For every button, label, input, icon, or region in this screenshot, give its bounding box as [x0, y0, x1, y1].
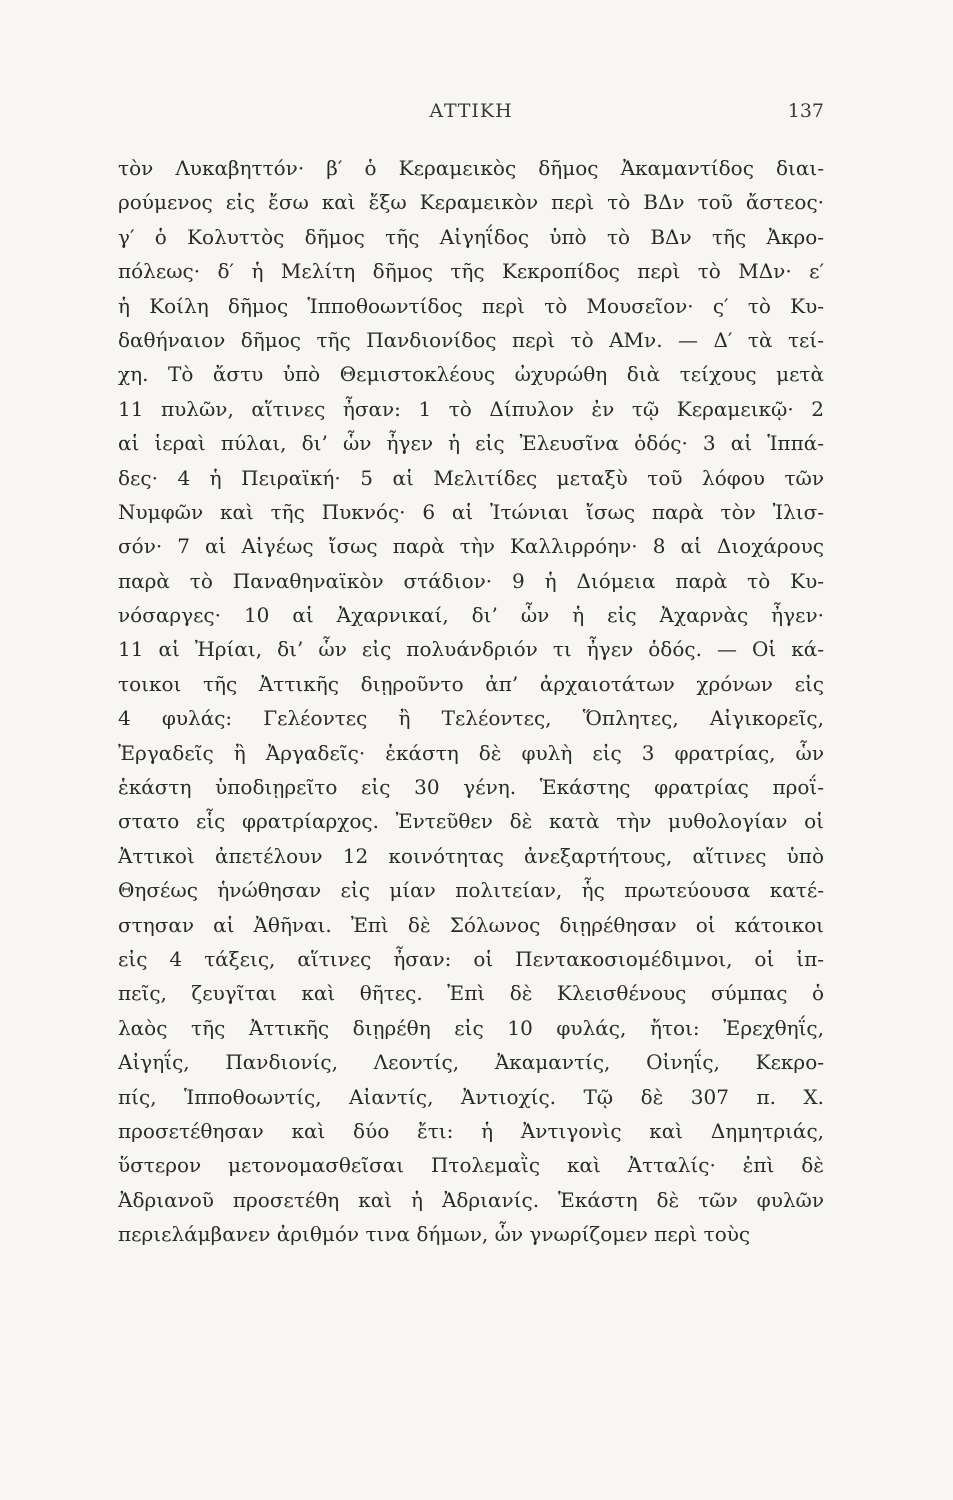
text-line: εἰς 4 τάξεις, αἵτινες ἦσαν: οἱ Πεντακοσιομέδιμνοι, οἱ ἱπ-	[118, 946, 824, 971]
text-line: 4 φυλάς: Γελέοντες ἢ Τελέοντες, Ὅπλητες, Αἰγικορεῖς,	[118, 706, 824, 731]
text-line: ἑκάστη ὑποδιῃρεῖτο εἰς 30 γένη. Ἑκάστης φρατρίας προΐ-	[118, 775, 824, 800]
text-line: γ′ ὁ Κολυττὸς δῆμος τῆς Αἰγηΐδος ὑπὸ τὸ ΒΔν τῆς Ἀκρο-	[118, 224, 824, 249]
text-line: ρούμενος εἰς ἔσω καὶ ἔξω Κεραμεικὸν περὶ τὸ ΒΔν τοῦ ἄστεος·	[118, 190, 824, 215]
text-line: Αἰγηΐς, Πανδιονίς, Λεοντίς, Ἀκαμαντίς, Οἰνηΐς, Κεκρο-	[118, 1050, 824, 1075]
text-line: χη. Τὸ ἄστυ ὑπὸ Θεμιστοκλέους ὠχυρώθη διὰ τείχους μετὰ	[118, 362, 824, 387]
running-title: ΑΤΤΙΚΗ	[429, 100, 513, 122]
text-line: παρὰ τὸ Παναθηναϊκὸν στάδιον· 9 ἡ Διόμεια παρὰ τὸ Κυ-	[118, 568, 824, 593]
text-line: προσετέθησαν καὶ δύο ἔτι: ἡ Ἀντιγονὶς καὶ Δημητριάς,	[118, 1118, 824, 1143]
text-line: ὕστερον μετονομασθεῖσαι Πτολεμαῒς καὶ Ἀτταλίς· ἐπὶ δὲ	[118, 1153, 824, 1178]
text-line: τοικοι τῆς Ἀττικῆς διῃροῦντο ἀπ’ ἀρχαιοτάτων χρόνων εἰς	[118, 671, 824, 696]
text-line: δες· 4 ἡ Πειραϊκή· 5 αἱ Μελιτίδες μεταξὺ τοῦ λόφου τῶν	[118, 465, 824, 490]
text-line: τὸν Λυκαβηττόν· β′ ὁ Κεραμεικὸς δῆμος Ἀκαμαντίδος διαι-	[118, 156, 824, 180]
text-line: νόσαργες· 10 αἱ Ἀχαρνικαί, δι’ ὧν ἡ εἰς Ἀχαρνὰς ἦγεν·	[118, 603, 824, 628]
text-line: Νυμφῶν καὶ τῆς Πυκνός· 6 αἱ Ἰτώνιαι ἴσως παρὰ τὸν Ἰλισ-	[118, 499, 824, 524]
text-line: λαὸς τῆς Ἀττικῆς διῃρέθη εἰς 10 φυλάς, ἤτοι: Ἐρεχθηΐς,	[118, 1015, 824, 1040]
text-line: στησαν αἱ Ἀθῆναι. Ἐπὶ δὲ Σόλωνος διῃρέθησαν οἱ κάτοικοι	[118, 912, 824, 937]
text-line: πεῖς, ζευγῖται καὶ θῆτες. Ἐπὶ δὲ Κλεισθένους σύμπας ὁ	[118, 981, 824, 1006]
page-number: 137	[787, 100, 824, 122]
body-text	[118, 151, 824, 1252]
text-line: 11 αἱ Ἠρίαι, δι’ ὧν εἰς πολυάνδριόν τι ἦγεν ὁδός. — Οἱ κά-	[118, 637, 824, 662]
text-line: στατο εἷς φρατρίαρχος. Ἐντεῦθεν δὲ κατὰ τὴν μυθολογίαν οἱ	[118, 809, 824, 834]
running-head	[118, 100, 824, 130]
text-line: Ἀδριανοῦ προσετέθη καὶ ἡ Ἀδριανίς. Ἑκάστη δὲ τῶν φυλῶν	[118, 1187, 824, 1212]
text-line: περιελάμβανεν ἀριθμόν τινα δήμων, ὧν γνωρίζομεν περὶ τοὺς	[118, 1222, 751, 1247]
text-line: αἱ ἱεραὶ πύλαι, δι’ ὧν ἦγεν ἡ εἰς Ἐλευσῖνα ὁδός· 3 αἱ Ἱππά-	[118, 431, 824, 456]
text-line: πίς, Ἱπποθοωντίς, Αἰαντίς, Ἀντιοχίς. Τῷ δὲ 307 π. Χ.	[118, 1084, 824, 1109]
text-line: Θησέως ἡνώθησαν εἰς μίαν πολιτείαν, ἧς πρωτεύουσα κατέ-	[118, 878, 824, 903]
text-line: Ἀττικοὶ ἀπετέλουν 12 κοινότητας ἀνεξαρτήτους, αἵτινες ὑπὸ	[118, 843, 824, 868]
text-line: ἡ Κοίλη δῆμος Ἱπποθοωντίδος περὶ τὸ Μουσεῖον· ς′ τὸ Κυ-	[118, 293, 824, 318]
text-line: Ἐργαδεῖς ἢ Ἀργαδεῖς· ἑκάστη δὲ φυλὴ εἰς 3 φρατρίας, ὧν	[118, 740, 824, 765]
text-line: 11 πυλῶν, αἵτινες ἦσαν: 1 τὸ Δίπυλον ἐν τῷ Κεραμεικῷ· 2	[118, 396, 824, 421]
text-line: δαθήναιον δῆμος τῆς Πανδιονίδος περὶ τὸ ΑΜν. — Δ′ τὰ τεί-	[118, 327, 824, 352]
text-line: πόλεως· δ′ ἡ Μελίτη δῆμος τῆς Κεκροπίδος περὶ τὸ ΜΔν· ε′	[118, 259, 824, 284]
text-line: σόν· 7 αἱ Αἰγέως ἴσως παρὰ τὴν Καλλιρρόην· 8 αἱ Διοχάρους	[118, 534, 824, 559]
